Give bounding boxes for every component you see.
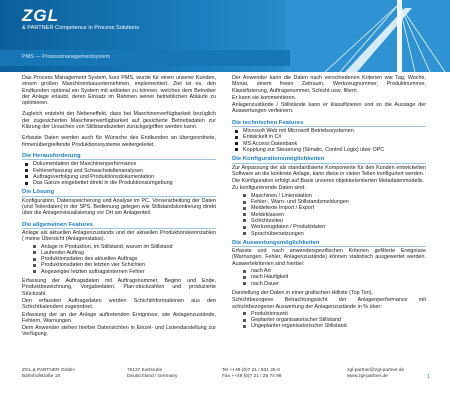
list-item: MS Access Datenbank — [232, 141, 426, 147]
paragraph: Zu konfigurierende Daten sind: — [232, 185, 306, 192]
paragraph: Anlage als aktuellen Anlagenzustands und der aktuellen Produktionskennzahlen ( meine Übersicht (Anlagenstatus). — [22, 229, 216, 243]
company-logo: ZGL — [22, 6, 59, 25]
footer-phone — [222, 368, 281, 381]
paragraph: Die Konfiguration erfolgt auf Basis unseres objektorientierten Metadatenmodells. — [232, 178, 425, 185]
document-subtitle: PMS — Prozessmanagementsystem — [22, 54, 111, 60]
list-item: Sprachübersetzungen — [240, 231, 426, 237]
footer-contact — [347, 368, 404, 381]
paragraph: Der Anwender kann die Daten nach verschiedenen Kriterien wie Tag, Woche, Monat, einem freien Zeitraum, Werkzeugnummer, Produktnummer, Klassifizierung, Auftragsnummer, Schicht usw. filtern. — [232, 75, 426, 94]
list-item: Produktionszeit — [240, 311, 426, 317]
page-number: 1 — [427, 374, 430, 380]
list-item: Fehler-, Warn- und Stillstandsmeldungen — [240, 199, 426, 205]
section-heading-loesung: Die Lösung — [22, 189, 216, 196]
paragraph: Schichtbezogene Betrachtungssicht der Anlagenperformance mit schichtbezogener Auswertung der Anlagenzustände in % über: — [232, 297, 426, 310]
list-item: Angezeigter letzten auftragsinternen Fehler — [30, 269, 216, 275]
website-link[interactable]: www.zgl-partner.de — [347, 374, 388, 380]
list-item: nach Dauer — [240, 281, 426, 287]
list-item: Entwickelt in C# — [232, 134, 426, 140]
footer-company — [22, 368, 75, 381]
list-item: Fehlererfassung und Schwachstellenanalysen — [22, 168, 216, 174]
config-list — [240, 193, 426, 237]
paragraph: Erfassung der an der Anlage auftretenden Ereignisse, wie Anlagenzustände, Fehlern, Warnungen. — [22, 311, 216, 324]
footer-city — [127, 368, 177, 381]
list-item: Geplanter organisatorischer Stillstand — [240, 317, 426, 323]
list-item: Anlage in Produktion, im Stillstand, warum im Stillstand — [30, 244, 216, 250]
list-item: Maschinen / Linienstation — [240, 193, 426, 199]
criteria-list — [240, 268, 426, 287]
challenge-list — [22, 161, 216, 186]
paragraph: Erfasste Daten werden auch für Wünsche des Endkunden an übergeordnete, firmenübergreifende Produktionssysteme weitergeleitet. — [22, 135, 216, 148]
footer-line: Tel ++49 (0)7 21 / 831 26-0 — [222, 368, 280, 373]
paragraph: Er kann sie kommentieren. — [232, 94, 297, 101]
technical-list — [232, 128, 426, 153]
list-item: Auftragsverfolgung und Produktionsdokumentation — [22, 174, 216, 180]
section-heading-evaluation: Die Auswertungsmöglichkeiten — [232, 240, 426, 247]
list-item: Das Ganze eingebettet direkt in die Produktionsumgebung — [22, 180, 216, 186]
paragraph: Dem Anwender stehen hierbei Datensichten in Einzel- und Listendarstellung zur Verfügung. — [22, 325, 216, 338]
paragraph: Darstellung der Daten in einer grafischen Hitliste (Top Ten). — [232, 289, 374, 296]
section-heading-configuration: Die Konfigurationsmöglichkeiten — [232, 156, 426, 163]
list-item: Schichtzeiten — [240, 218, 426, 224]
list-item: Microsoft Web mit Microsoft Betriebssystemen — [232, 128, 426, 134]
email-link[interactable]: zgl-partner@zgl-partner.de — [347, 368, 405, 373]
footer-line: ZGL & PARTNER GmbH — [22, 368, 75, 373]
footer-line: Bahnhofstraße 16 — [22, 374, 61, 380]
section-heading-features: Die allgemeinen Features — [22, 222, 216, 229]
list-item: Produktionsdaten der letzten vier Schichten — [30, 262, 216, 268]
list-item: nach Häufigkeit — [240, 274, 426, 280]
list-item: Meldeklassen — [240, 212, 426, 218]
paragraph: Erfasste und nach anwenderspezifischen Kriterien gefilterte Ereignisse (Warnungen, Fehler, Anlagenzustände) können statistisch ausgewertet werden. Auswertekriterien sind hierbei: — [232, 248, 426, 267]
list-item: Ungeplanter organisatorischer Stillstand — [240, 323, 426, 329]
section-heading-herausforderung: Die Herausforderung — [22, 153, 216, 160]
list-item: Meldetexte Import / Export — [240, 205, 426, 211]
list-item: Produktionsdaten des aktuellen Auftrags — [30, 256, 216, 262]
footer-line: Deutschland / Germany — [127, 374, 178, 380]
intro-paragraph: Das Process Management System, kurz PMS, wurde für einen unserer Kunden, einem großen Maschinenbauunternehmen, implementiert. Ziel ist es, den Endkunden optional ein System mit anbieten zu können, welches dem Betreiber der Anlage erlaubt, deren Einsatz im Rahmen seiner betrieblichen Abläufe zu optimieren. — [22, 75, 216, 107]
list-item: Laufender Auftrag — [30, 250, 216, 256]
list-item: Kopplung zur Steuerung (Simatic, Control Logix) über OPC — [232, 147, 426, 153]
bridge-photo — [285, 0, 450, 72]
subheader-bar — [0, 50, 290, 66]
section-heading-technical: Die technischen Features — [232, 120, 426, 127]
right-column — [232, 75, 426, 333]
list-item: Werkzeugdaten / Produktdaten — [240, 224, 426, 230]
left-column — [22, 75, 216, 343]
header-banner — [0, 0, 450, 72]
footer-line: 76137 Karlsruhe — [127, 368, 163, 373]
shift-list — [240, 311, 426, 330]
paragraph: Zugleich entsteht der Nebeneffekt, dass bei Maschinenverfügbarkeit bezüglich der zugesicherten Maschinenverfügbarkeit auf gesicherte Betriebsdaten zur Klärung der Ursachen von Stillstandszeiten zurückgegriffen werden kann. — [22, 111, 216, 131]
paragraph: Erfassung der Auftragsdaten mit Auftragsnummer, Beginn und Ende, Produktbezeichnung, Vorgabedaten, Plan-stückzahlen und produzierte Stückzahl. — [22, 278, 216, 297]
paragraph: Konfiguration, Datenspeicherung und Analyse im PC. Vorverarbeitung der Daten (und Teilerdaten) in der SPS. Bedienung gelegen wie Stillstandskontierung direkt über die Anlagenvisualisierung vor Ort am Anlagenteil. — [22, 197, 216, 217]
list-item: nach Art — [240, 268, 426, 274]
feature-list — [30, 244, 216, 275]
footer-line: Fax ++49 (0)7 21 / 25 74 98 — [222, 374, 282, 380]
paragraph: Zur Anpassung der als standardisierte Komponente für den Kunden entwickelten Software an die konkrete Anlage, kann diese in vielen Teilen konfiguriert werden. — [232, 164, 426, 177]
company-tagline: & PARTNER Competence in Process Solutions — [22, 25, 140, 31]
paragraph: Anlagenzustände / Stillstände kann er klassifizieren und so die Aussage der Auswertungen verfeinern. — [232, 102, 426, 115]
paragraph: Den erfassten Auftragsdaten werden Schichtinformationen aus den Schichtkalendern zugeordnet. — [22, 297, 216, 311]
list-item: Dokumentation der Maschinenperformance — [22, 161, 216, 167]
